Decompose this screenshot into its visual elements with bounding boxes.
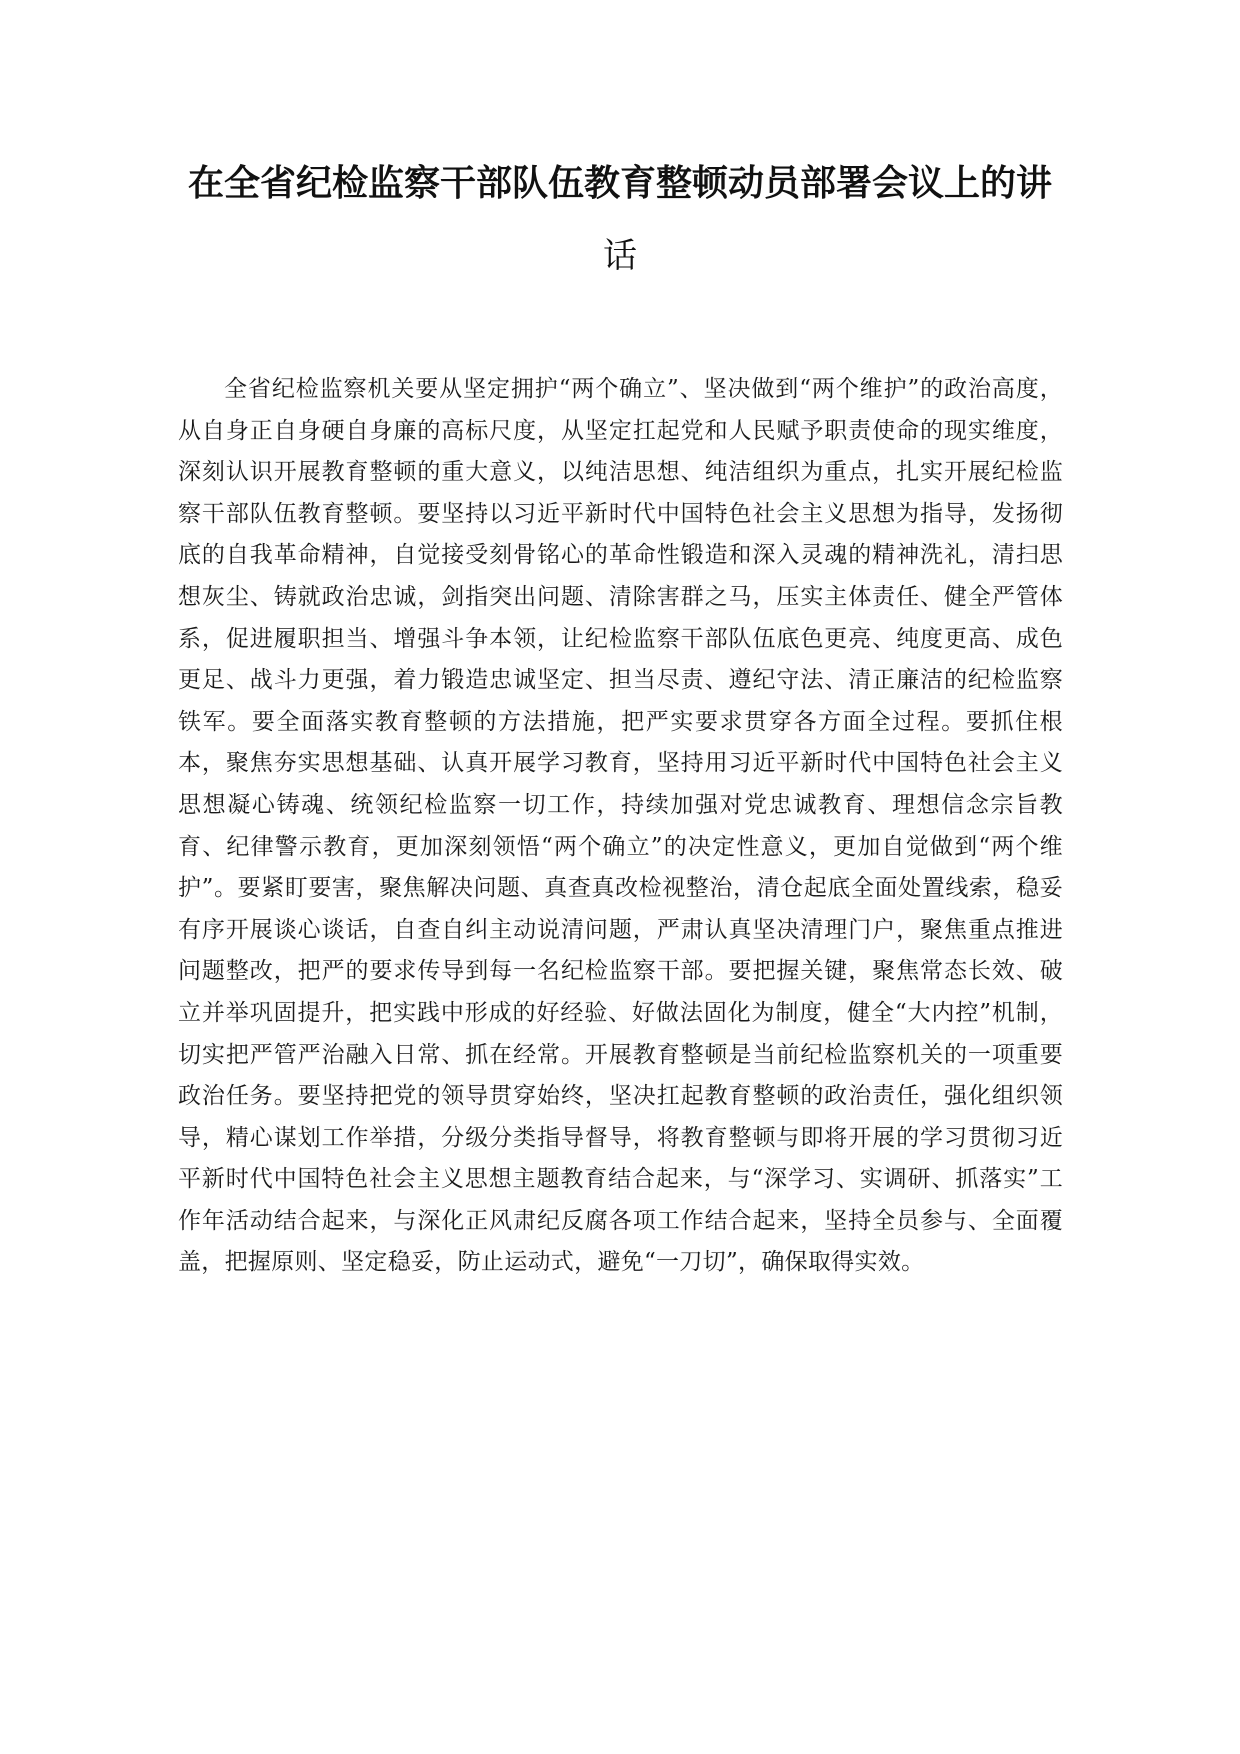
document-title-continuation: 话 — [603, 236, 637, 276]
body-paragraph: 全省纪检监察机关要从坚定拥护“两个确立”、坚决做到“两个维护”的政治高度，从自身正自身硬自身廉的高标尺度，从坚定扛起党和人民赋予职责使命的现实维度，深刻认识开展教育整顿的重大意义，以纯洁思想、纯洁组织为重点，扎实开展纪检监察干部队伍教育整顿。要坚持以习近平新时代中国特色社会主义思想为指导，发扬彻底的自我革命精神，自觉接受刻骨铭心的革命性锻造和深入灵魂的精神洗礼，清扫思想灰尘、铸就政治忠诚，剑指突出问题、清除害群之马，压实主体责任、健全严管体系，促进履职担当、增强斗争本领，让纪检监察干部队伍底色更亮、纯度更高、成色更足、战斗力更强，着力锻造忠诚坚定、担当尽责、遵纪守法、清正廉洁的纪检监察铁军。要全面落实教育整顿的方法措施，把严实要求贯穿各方面全过程。要抓住根本，聚焦夯实思想基础、认真开展学习教育，坚持用习近平新时代中国特色社会主义思想凝心铸魂、统领纪检监察一切工作，持续加强对党忠诚教育、理想信念宗旨教育、纪律警示教育，更加深刻领悟“两个确立”的决定性意义，更加自觉做到“两个维护”。要紧盯要害，聚焦解决问题、真查真改检视整治，清仓起底全面处置线索，稳妥有序开展谈心谈话，自查自纠主动说清问题，严肃认真坚决清理门户，聚焦重点推进问题整改，把严的要求传导到每一名纪检监察干部。要把握关键，聚焦常态长效、破立并举巩固提升，把实践中形成的好经验、好做法固化为制度，健全“大内控”机制，切实把严管严治融入日常、抓在经常。开展教育整顿是当前纪检监察机关的一项重要政治任务。要坚持把党的领导贯穿始终，坚决扛起教育整顿的政治责任，强化组织领导，精心谋划工作举措，分级分类指导督导，将教育整顿与即将开展的学习贯彻习近平新时代中国特色社会主义思想主题教育结合起来，与“深学习、实调研、抓落实”工作年活动结合起来，与深化正风肃纪反腐各项工作结合起来，坚持全员参与、全面覆盖，把握原则、坚定稳妥，防止运动式，避免“一刀切”，确保取得实效。 — [178, 376, 1063, 1276]
document-title: 在全省纪检监察干部队伍教育整顿动员部署会议上的讲 — [187, 163, 1052, 204]
